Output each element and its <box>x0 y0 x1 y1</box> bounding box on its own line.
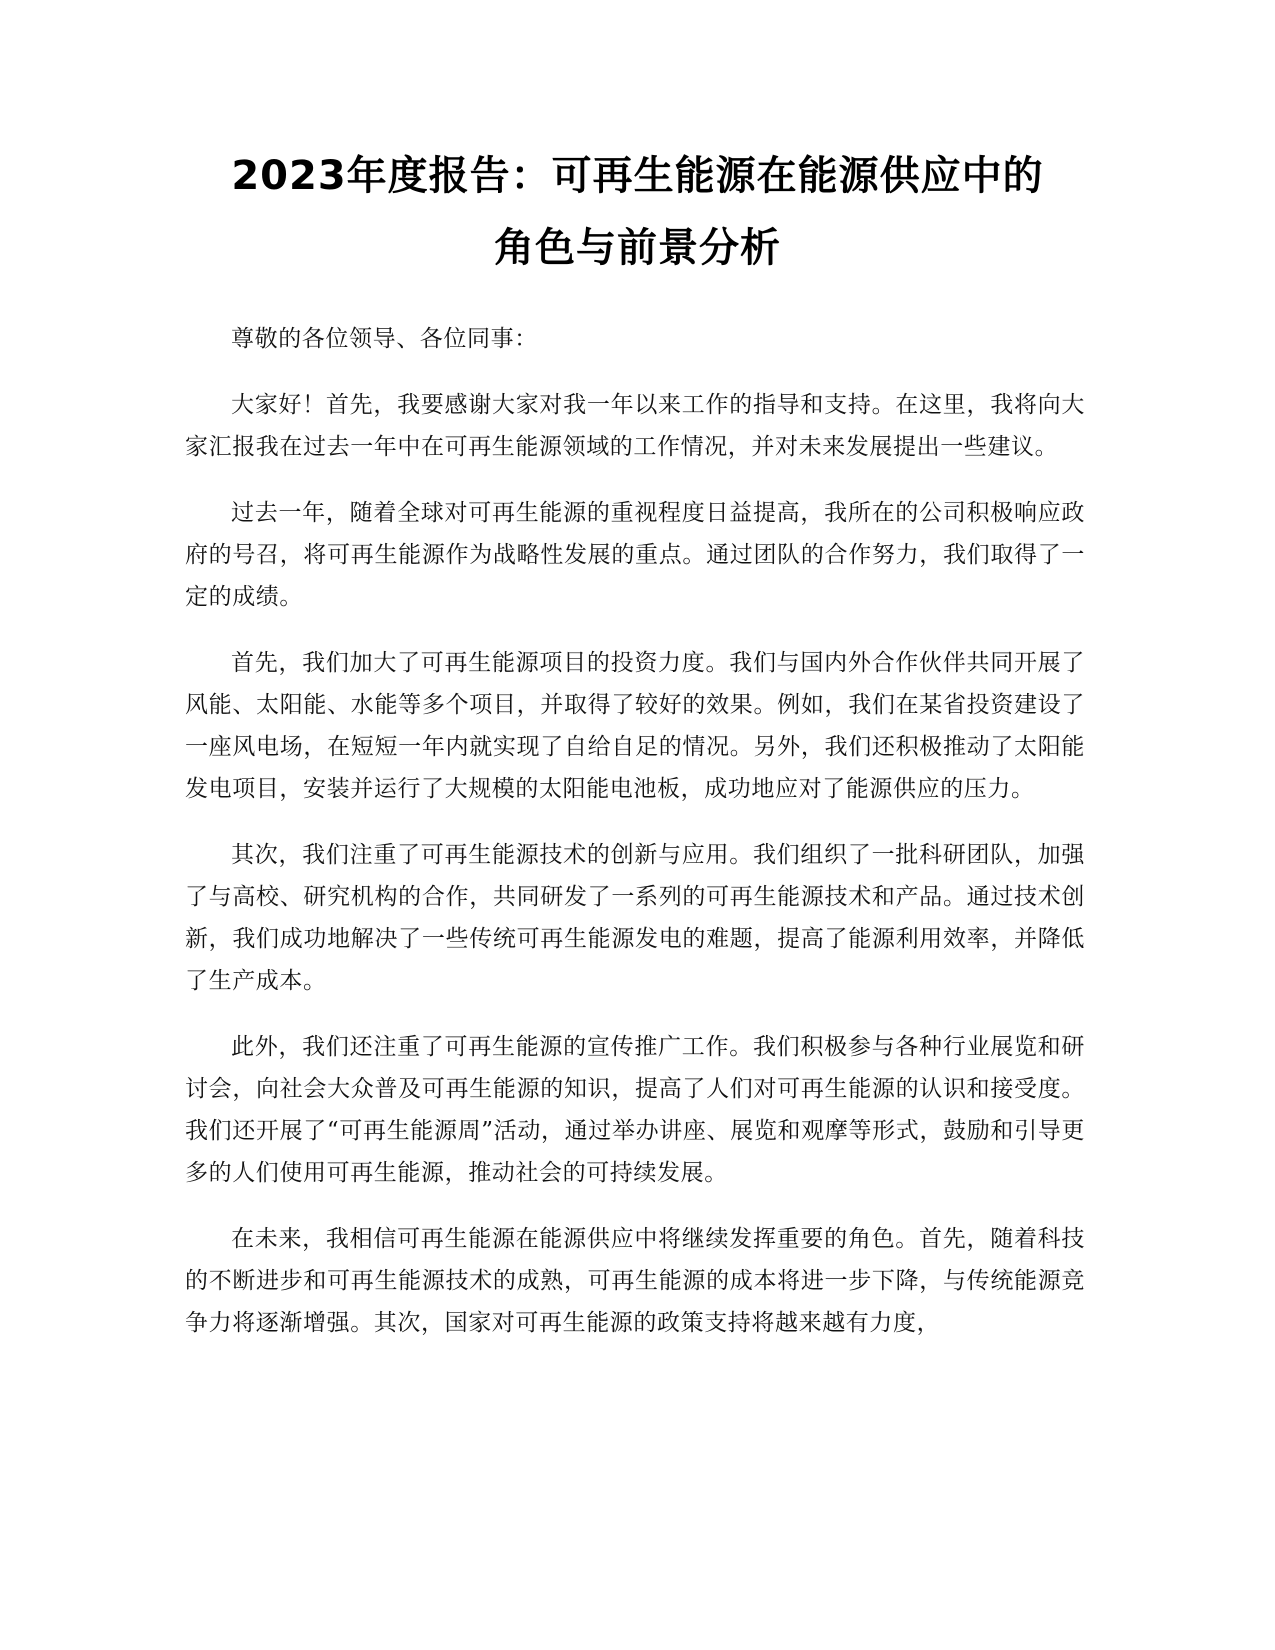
body-paragraph: 此外，我们还注重了可再生能源的宣传推广工作。我们积极参与各种行业展览和研讨会，向社会大众普及可再生能源的知识，提高了人们对可再生能源的认识和接受度。我们还开展了“可再生能源周”活动，通过举办讲座、展览和观摩等形式，鼓励和引导更多的人们使用可再生能源，推动社会的可持续发展。 <box>185 1034 1085 1186</box>
body-paragraph: 首先，我们加大了可再生能源项目的投资力度。我们与国内外合作伙伴共同开展了风能、太阳能、水能等多个项目，并取得了较好的效果。例如，我们在某省投资建设了一座风电场，在短短一年内就实现了自给自足的情况。另外，我们还积极推动了太阳能发电项目，安装并运行了大规模的太阳能电池板，成功地应对了能源供应的压力。 <box>185 650 1085 802</box>
body-paragraph: 其次，我们注重了可再生能源技术的创新与应用。我们组织了一批科研团队，加强了与高校、研究机构的合作，共同研发了一系列的可再生能源技术和产品。通过技术创新，我们成功地解决了一些传统可再生能源发电的难题，提高了能源利用效率，并降低了生产成本。 <box>185 842 1085 994</box>
body-paragraph: 在未来，我相信可再生能源在能源供应中将继续发挥重要的角色。首先，随着科技的不断进步和可再生能源技术的成熟，可再生能源的成本将进一步下降，与传统能源竞争力将逐渐增强。其次，国家对可再生能源的政策支持将越来越有力度， <box>185 1226 1085 1336</box>
title-line-2: 角色与前景分析 <box>494 225 781 271</box>
body-paragraph: 过去一年，随着全球对可再生能源的重视程度日益提高，我所在的公司积极响应政府的号召，将可再生能源作为战略性发展的重点。通过团队的合作努力，我们取得了一定的成绩。 <box>185 500 1085 610</box>
salutation-paragraph: 尊敬的各位领导、各位同事： <box>231 326 538 352</box>
document-title <box>150 140 1125 284</box>
title-line-1: 2023年度报告：可再生能源在能源供应中的 <box>231 153 1044 199</box>
body-paragraph: 大家好！首先，我要感谢大家对我一年以来工作的指导和支持。在这里，我将向大家汇报我在过去一年中在可再生能源领域的工作情况，并对未来发展提出一些建议。 <box>185 392 1085 460</box>
document-body <box>185 318 1085 1368</box>
